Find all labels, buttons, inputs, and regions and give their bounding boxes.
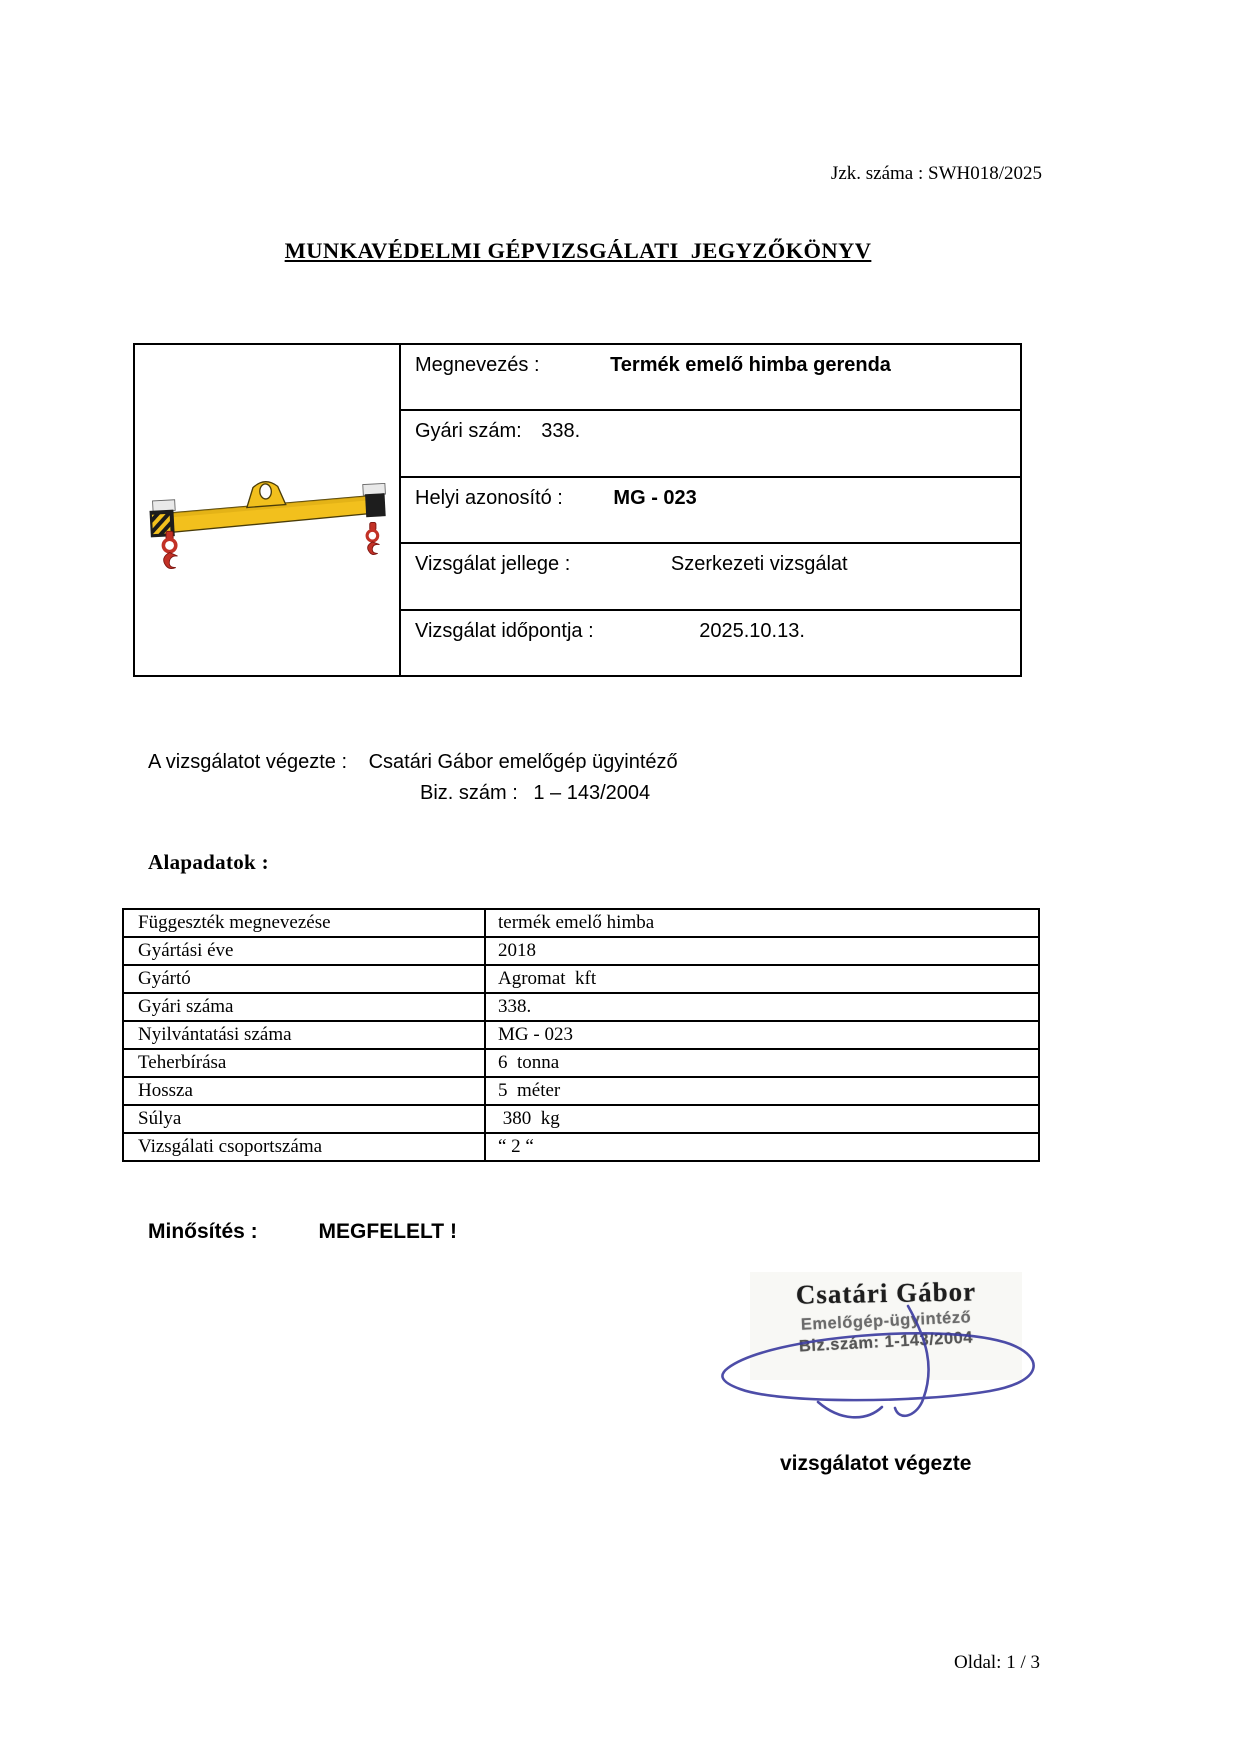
table-row bbox=[123, 937, 1039, 965]
inspector-stamp bbox=[750, 1272, 1022, 1380]
row-label: Gyártási éve bbox=[123, 937, 485, 965]
table-row bbox=[123, 909, 1039, 937]
row-value: MG - 023 bbox=[485, 1021, 1039, 1049]
qualification-label: Minősítés : bbox=[148, 1220, 258, 1243]
row-vizsgalat-idopontja bbox=[401, 611, 1020, 675]
table-row bbox=[123, 965, 1039, 993]
inspector-label: A vizsgálatot végezte : bbox=[148, 751, 348, 773]
license-label: Biz. szám : bbox=[420, 782, 518, 804]
row-value: 6 tonna bbox=[485, 1049, 1039, 1077]
signature-caption: vizsgálatot végezte bbox=[780, 1452, 972, 1475]
basic-data-table bbox=[122, 908, 1040, 1162]
protocol-number: Jzk. száma : SWH018/2025 bbox=[830, 163, 1042, 184]
row-megnevezes bbox=[401, 345, 1020, 411]
license-value: 1 – 143/2004 bbox=[533, 782, 651, 804]
machine-photo-cell bbox=[135, 345, 401, 675]
row-label: Vizsgálati csoportszáma bbox=[123, 1133, 485, 1161]
row-value: 5 méter bbox=[485, 1077, 1039, 1105]
machine-summary-table bbox=[133, 343, 1022, 677]
page-title: MUNKAVÉDELMI GÉPVIZSGÁLATI JEGYZŐKÖNYV bbox=[284, 238, 872, 263]
basic-data-heading: Alapadatok : bbox=[148, 850, 269, 874]
stamp-license: Biz.szám: 1-143/2004 bbox=[798, 1328, 974, 1356]
field-value: MG - 023 bbox=[613, 486, 697, 509]
field-value: 2025.10.13. bbox=[699, 619, 805, 642]
field-value: Termék emelő himba gerenda bbox=[610, 354, 891, 376]
row-value: 2018 bbox=[485, 937, 1039, 965]
row-label: Súlya bbox=[123, 1105, 485, 1133]
row-value: termék emelő himba bbox=[485, 909, 1039, 937]
qualification-value: MEGFELELT ! bbox=[318, 1220, 457, 1243]
table-row bbox=[123, 993, 1039, 1021]
table-row bbox=[123, 1049, 1039, 1077]
stamp-role: Emelőgép-ügyintéző bbox=[800, 1308, 972, 1334]
field-label: Vizsgálat időpontja : bbox=[415, 619, 594, 642]
row-value: 338. bbox=[485, 993, 1039, 1021]
row-value: “ 2 “ bbox=[485, 1133, 1039, 1161]
inspector-line1 bbox=[148, 747, 678, 778]
table-row bbox=[123, 1105, 1039, 1133]
row-gyari-szam bbox=[401, 411, 1020, 477]
table-row bbox=[123, 1133, 1039, 1161]
page-number: Oldal: 1 / 3 bbox=[953, 1652, 1040, 1673]
table-row bbox=[123, 1021, 1039, 1049]
table-row bbox=[123, 1077, 1039, 1105]
field-value: 338. bbox=[541, 420, 581, 443]
field-label: Helyi azonosító : bbox=[415, 486, 563, 509]
qualification-line bbox=[148, 1220, 457, 1244]
field-label: Megnevezés : bbox=[415, 354, 540, 376]
spreader-beam-image bbox=[143, 422, 391, 598]
row-vizsgalat-jellege bbox=[401, 544, 1020, 610]
row-label: Gyári száma bbox=[123, 993, 485, 1021]
stamp-name: Csatári Gábor bbox=[795, 1276, 977, 1310]
row-helyi-azonosito bbox=[401, 478, 1020, 544]
inspector-line2 bbox=[420, 778, 678, 809]
inspector-name: Csatári Gábor emelőgép ügyintéző bbox=[368, 751, 678, 773]
row-label: Hossza bbox=[123, 1077, 485, 1105]
machine-summary-rows bbox=[401, 345, 1020, 675]
field-label: Vizsgálat jellege : bbox=[415, 553, 571, 576]
row-label: Függeszték megnevezése bbox=[123, 909, 485, 937]
inspector-block bbox=[148, 747, 678, 809]
field-value: Szerkezeti vizsgálat bbox=[670, 553, 848, 576]
field-label: Gyári szám: bbox=[415, 420, 522, 443]
row-label: Nyilvántatási száma bbox=[123, 1021, 485, 1049]
row-label: Teherbírása bbox=[123, 1049, 485, 1077]
row-value: 380 kg bbox=[485, 1105, 1039, 1133]
row-value: Agromat kft bbox=[485, 965, 1039, 993]
row-label: Gyártó bbox=[123, 965, 485, 993]
